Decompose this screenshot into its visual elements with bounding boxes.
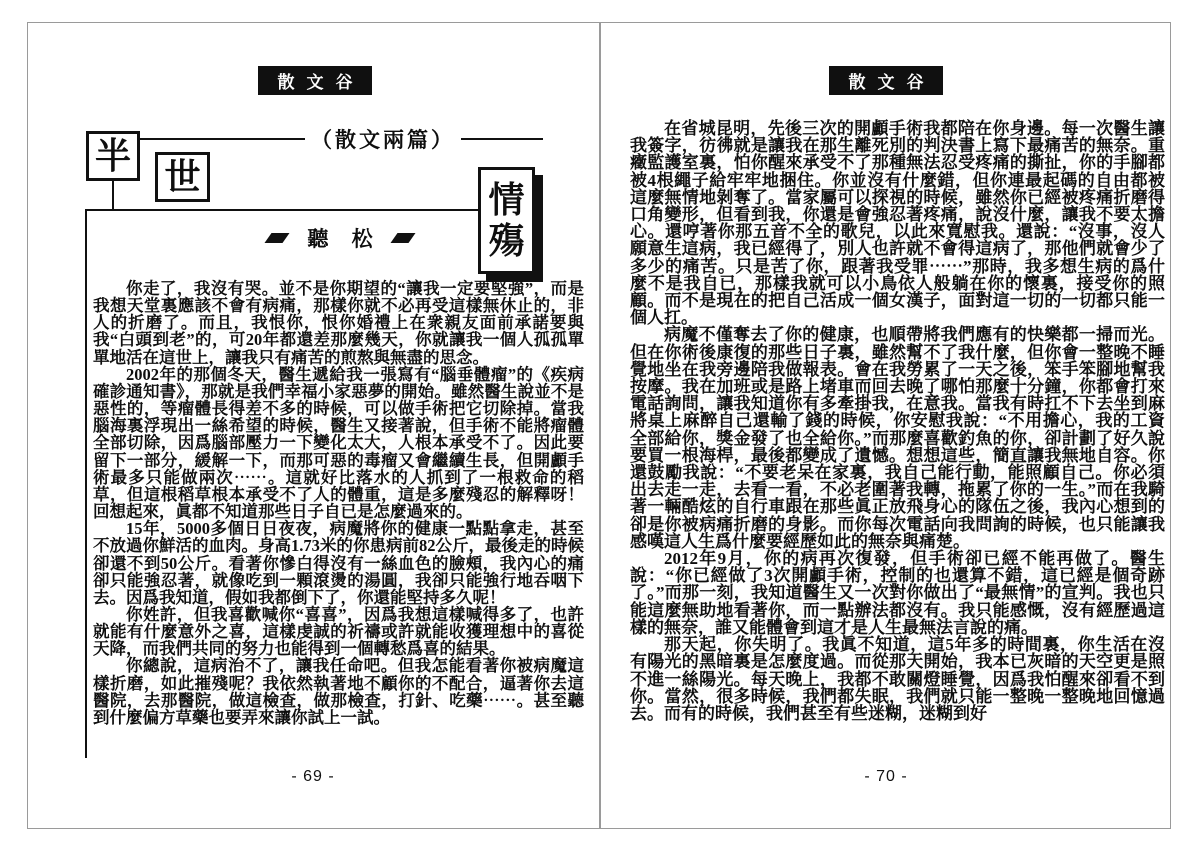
text-frame-top-line <box>85 209 480 211</box>
paragraph: 你走了，我沒有哭。並不是你期望的“讓我一定要堅強”，而是我想天堂裏應該不會有病痛，那樣你就不必再受這樣無休止的，非人的折磨了。而且，我恨你，恨你婚禮上在衆親友面前承諾要與我“白頭到老”的，可20年都還差那麼幾天，你就讓我一個人孤孤單單地活在這世上，讓我只有痛苦的煎熬與無盡的思念。 <box>93 279 584 367</box>
author-name: 聽 松 <box>307 227 382 251</box>
paragraph: 15年，5000多個日日夜夜，病魔將你的健康一點點拿走，甚至不放過你鮮活的血肉。身高1.73米的你患病前82公斤，最後走的時候卻還不到50公斤。看著你慘白得沒有一絲血色的臉頰，我內心的痛卻只能強忍著，就像吃到一顆滾燙的湯圓，我卻只能強行地吞咽下去。因爲我知道，假如我都倒下了，你還能堅持多久呢！ <box>93 519 584 607</box>
title-connector-line <box>112 179 114 210</box>
author-row <box>160 225 520 251</box>
page-number-right: - 70 - <box>864 768 908 785</box>
title-char-box-1: 半 <box>86 131 140 181</box>
title-vertical-char-2: 殤 <box>488 221 525 261</box>
title-char-box-2: 世 <box>155 152 210 202</box>
section-header-left: 散文谷 <box>258 66 372 95</box>
paragraph: 2002年的那個冬天，醫生遞給我一張寫有“腦垂體瘤”的《疾病確診通知書》，那就是我們幸福小家惡夢的開始。雖然醫生說並不是惡性的，等瘤體長得差不多的時候，可以做手術把它切除掉。當我腦海裏浮現出一絲希望的時候，醫生又接著說，但手術不能將瘤體全部切除，因爲腦部壓力一下變化太大，人根本承受不了。因此要留下一部分，緩解一下，而那可惡的毒瘤又會繼續生長，但開顱手術最多只能做兩次⋯⋯。這就好比落水的人抓到了一根救命的稻草，但這根稻草根本承受不了人的體重，這是多麼殘忍的解釋呀！回想起來，眞都不知道那些日子自已是怎麼過來的。 <box>93 364 585 522</box>
paragraph: 你總說，這病治不了，讓我任命吧。但我怎能看著你被病魔這樣折磨，如此摧殘呢？我依然執著地不顧你的不配合，逼著你去這醫院，去那醫院，做這檢查，做那檢查，打針、吃藥⋯⋯。甚至聽到什麼偏方草藥也要弄來讓你試上一試。 <box>93 656 584 727</box>
subtitle-rule-right <box>461 138 543 140</box>
subtitle-row <box>139 126 543 152</box>
page-number-left: - 69 - <box>291 768 335 785</box>
paragraph: 你姓許，但我喜歡喊你“喜喜”，因爲我想這樣喊得多了，也許就能有什麼意外之喜，這樣虔誠的祈禱或許就能收獲理想中的喜從天降，而我們共同的努力也能得到一個轉愁爲喜的結果。 <box>93 604 584 659</box>
right-body-text <box>630 120 1165 722</box>
text-frame-left-line <box>85 209 87 758</box>
paragraph: 2012年9月，你的病再次復發，但手術卻已經不能再做了。醫生說：“你已經做了3次開顱手術，控制的也還算不錯，這已經是個奇跡了。”而那一刻，我知道醫生又一次對你做出了“最無情”的宣判。我也只能這麼無助地看著你，而一點辦法都沒有。我只能感慨，沒有經歷過這樣的無奈，誰又能體會到這才是人生最無法言說的痛。 <box>630 549 1165 637</box>
left-body-text <box>93 280 584 726</box>
parallelogram-mark-icon <box>265 233 290 243</box>
right-page <box>600 22 1172 829</box>
title-vertical-char-1: 情 <box>488 180 525 220</box>
section-header-right: 散文谷 <box>829 66 943 95</box>
paragraph: 病魔不僅奪去了你的健康，也順帶將我們應有的快樂都一掃而光。但在你術後康復的那些日子裏，雖然幫不了我什麼，但你會一整晚不睡覺地坐在我旁邊陪我做報表。會在我勞累了一天之後，笨手笨腳地幫我按摩。我在加班或是路上堵車而回去晚了哪怕那麼十分鐘，你都會打來電話詢問，讓我知道你有多牽掛我，在意我。當我有時扛不下去坐到麻將桌上麻醉自己還輸了錢的時候，你安慰我說：“不用擔心，我的工資全部給你，獎金發了也全給你。”而那麼喜歡釣魚的你，卻計劃了好久說要買一根海桿，最後都變成了遺憾。想想這些，簡直讓我無地自容。你還鼓勵我說：“不要老呆在家裏，我自己能行動，能照顧自己。你必須出去走一走，去看一看，不必老圍著我轉，拖累了你的一生。”而在我騎著一輛酷炫的自行車跟在那些眞正放飛身心的隊伍之後，我內心想到的卻是你被病痛折磨的身影。而你每次電話向我問詢的時候，也只能讓我感嘆這人生爲什麼要經歷如此的無奈與痛楚。 <box>630 325 1165 551</box>
subtitle-rule-left <box>139 138 305 140</box>
paragraph: 在省城昆明，先後三次的開顱手術我都陪在你身邊。每一次醫生讓我簽字，彷彿就是讓我在那生離死別的判決書上寫下最痛苦的無奈。重癥監護室裏，怕你醒來承受不了那種無法忍受疼痛的撕扯，你的手腳都被4根繩子給牢牢地捆住。你並沒有什麼錯，但你連最起碼的自由都被這麼無情地剝奪了。當家屬可以探視的時候，雖然你已經被疼痛折磨得口角變形，但看到我，你還是會強忍著疼痛，說沒什麼，讓我不要太擔心。還哼著你那五音不全的歌兒，以此來寬慰我。還說：“沒事，沒人願意生這病，我已經得了，別人也許就不會得這病了，那他們就會少了多少的痛苦。只是苦了你，跟著我受罪⋯⋯”那時，我多想生病的爲什麼不是我自已，那樣我就可以小鳥依人般躺在你的懷裏，接受你的照顧。而不是現在的把自己活成一個女漢子，面對這一切的一切都只能一個人扛。 <box>630 119 1165 328</box>
subtitle-text: （散文兩篇） <box>311 128 455 152</box>
parallelogram-mark-icon <box>390 233 415 243</box>
title-vertical-box <box>478 167 535 274</box>
left-page <box>27 22 599 829</box>
paragraph: 那天起，你失明了。我眞不知道，這5年多的時間裏，你生活在沒有陽光的黑暗裏是怎麼度過。而從那天開始，我本已灰暗的天空更是照不進一絲陽光。每天晚上，我都不敢關燈睡覺，因爲我怕醒來卻看不到你。當然，很多時候，我們都失眠，我們就只能一整晚一整晚地回憶過去。而有的時候，我們甚至有些迷糊，迷糊到好 <box>630 635 1165 723</box>
